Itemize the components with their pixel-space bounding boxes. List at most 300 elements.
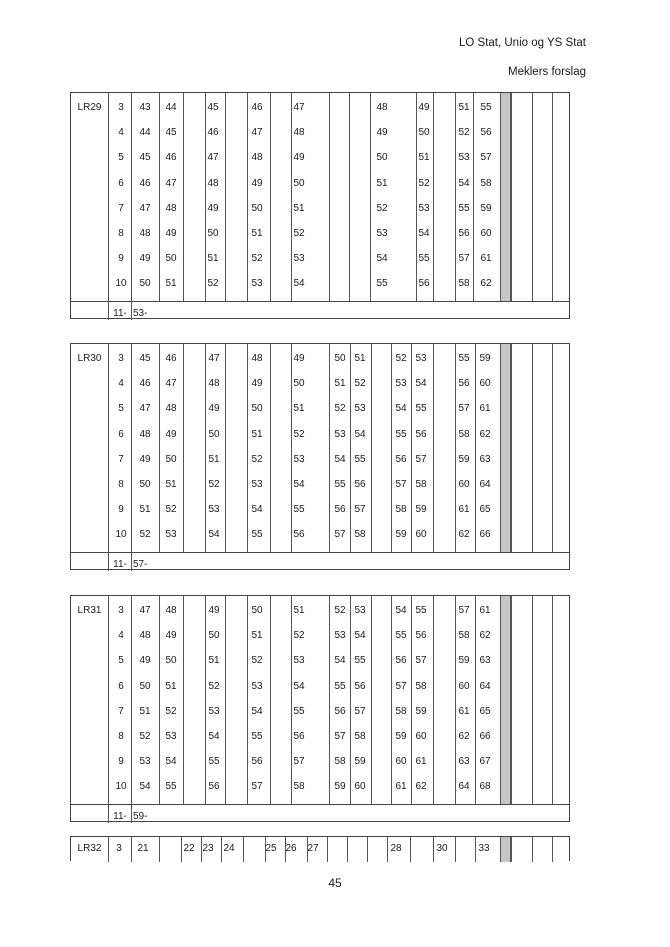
table-cell: 59 [415,504,427,516]
table-cell: 57 [458,605,470,616]
table-cell: 26 [285,843,297,854]
table-cell: 51 [293,605,305,616]
table-cell: 45 [139,152,151,164]
table-cell: 51 [376,177,388,189]
row-divider [71,552,569,553]
table-cell: 58 [458,278,470,290]
table-cell: 59 [334,781,346,793]
table-cell: 3 [118,605,124,616]
table-cell: 50 [376,152,388,164]
table-cell: 52 [165,705,177,717]
table-cell: 54 [354,428,366,440]
table-cell: 55 [293,705,305,717]
table-cell: 65 [479,504,491,516]
grid-line [205,93,206,301]
grid-line [225,344,226,552]
table-cell: 54 [139,781,151,793]
table-cell: 53 [395,378,407,390]
table-cell: 49 [165,428,177,440]
table-cell: 33 [478,843,490,854]
table-cell: 51 [293,403,305,415]
table-cell: 57 [354,504,366,516]
table-cell: 47 [165,378,177,390]
table-cell: 50 [293,378,305,390]
table-cell: 62 [458,529,470,541]
grid-line [433,344,434,552]
table-cell: 48 [207,177,219,189]
grid-line [371,344,372,552]
table-cell: 9 [118,253,124,265]
table-cell: 55 [395,630,407,642]
table-cell: 55 [251,731,263,742]
table-cell: 53 [165,529,177,541]
table-cell: 56 [334,705,346,717]
grid-line [329,344,330,552]
table-cell: 48 [165,403,177,415]
table-cell: 62 [479,428,491,440]
table-cell: 54 [395,605,407,616]
grid-line [411,596,412,804]
grid-line [511,596,512,804]
table-cell: 56 [415,630,427,642]
table-cell: 49 [251,378,263,390]
grid-line [243,837,244,862]
table-cell: 56 [395,453,407,465]
table-cell: 47 [139,202,151,214]
table-cell: 56 [293,731,305,742]
table-cell: 53 [334,428,346,440]
pay-table-lr31 [70,595,570,822]
table-cell: 7 [118,705,124,717]
table-cell: 62 [479,630,491,642]
table-cell: 51 [165,479,177,490]
table-cell: 48 [139,428,151,440]
table-cell: 53 [251,479,263,490]
table-cell: 54 [354,630,366,642]
table-cell: 49 [139,453,151,465]
table-cell: 46 [165,152,177,164]
table-cell: 54 [418,228,430,239]
table-cell: 62 [458,731,470,742]
table-cell: 57 [458,403,470,415]
grid-line [205,344,206,552]
table-cell: 50 [251,605,263,616]
pay-table-lr32 [70,836,570,861]
table-cell: 57 [251,781,263,793]
table-cell: 58 [334,756,346,768]
table-cell: 23 [202,843,214,854]
table-cell: 51 [458,102,470,113]
table-cell: 53 [354,403,366,415]
grid-line [511,344,512,552]
table-cell: 60 [479,378,491,390]
grid-line [455,596,456,804]
table-cell: 50 [208,428,220,440]
table-cell: 49 [208,403,220,415]
table-cell: 48 [251,353,263,364]
table-cell: 54 [165,756,177,768]
grid-line [552,344,553,552]
table-cell: 53 [251,680,263,692]
table-cell: 49 [208,605,220,616]
table-cell: 63 [479,453,491,465]
table-cell: 55 [480,102,492,113]
table-cell: 55 [293,504,305,516]
table-cell: 59 [480,202,492,214]
grid-line [433,93,434,301]
shaded-column [500,596,511,804]
table-cell: 9 [118,756,124,768]
table-cell: 46 [139,378,151,390]
table-cell: 66 [479,731,491,742]
header-line-1: LO Stat, Unio og YS Stat [459,37,586,49]
table-cell: 6 [118,428,124,440]
table-cell: 57 [395,479,407,490]
grid-line [350,344,351,552]
table-cell: 53 [293,655,305,667]
grid-line [410,837,411,862]
grid-line [367,837,368,862]
table-cell: 55 [418,253,430,265]
table-cell: 52 [251,655,263,667]
table-label: LR30 [77,353,102,364]
table-cell: 55 [165,781,177,793]
table-cell: 53 [251,278,263,290]
header-line-2: Meklers forslag [508,66,586,78]
table-cell: 45 [165,127,177,139]
table-cell: 50 [208,630,220,642]
table-cell: 51 [165,680,177,692]
table-cell: 59 [354,756,366,768]
table-cell: 61 [458,504,470,516]
table-cell: 44 [165,102,177,113]
table-cell: 56 [395,655,407,667]
table-cell: 60 [395,756,407,768]
table-cell: 47 [165,177,177,189]
table-cell: 50 [165,253,177,265]
table-cell: 52 [395,353,407,364]
table-cell: 56 [418,278,430,290]
table-cell: 52 [165,504,177,516]
table-cell: 55 [458,353,470,364]
table-cell: 10 [115,781,127,793]
table-cell: 52 [293,428,305,440]
table-cell: 51 [208,655,220,667]
table-cell: 50 [139,680,151,692]
table-cell: 7 [118,202,124,214]
grid-line [247,344,248,552]
table-cell: 52 [334,605,346,616]
table-cell: 57 [415,655,427,667]
table-cell: 56 [354,680,366,692]
grid-line [391,596,392,804]
table-cell: 58 [458,630,470,642]
table-cell: 57 [480,152,492,164]
table-cell: 60 [480,228,492,239]
grid-line [270,93,271,301]
table-cell: 49 [165,228,177,239]
table-cell: 55 [334,680,346,692]
table-cell: 52 [293,630,305,642]
table-cell: 52 [139,529,151,541]
table-cell: 52 [251,453,263,465]
table-cell: 21 [137,843,149,854]
table-cell: 56 [480,127,492,139]
table-cell: 5 [118,655,124,667]
grid-line [455,93,456,301]
table-cell: 3 [118,353,124,364]
table-cell: 58 [354,731,366,742]
table-cell: 53 [418,202,430,214]
table-cell: 25 [265,843,277,854]
table-cell: 57 [293,756,305,768]
table-cell: 45 [207,102,219,113]
table-cell: 52 [458,127,470,139]
table-cell: 54 [334,655,346,667]
table-cell: 9 [118,504,124,516]
table-cell: 57 [334,731,346,742]
table-cell: 48 [293,127,305,139]
table-cell: 60 [458,479,470,490]
grid-line [475,344,476,552]
table-cell: 53 [293,453,305,465]
table-cell: 48 [165,605,177,616]
table-cell: 54 [458,177,470,189]
table-cell: 5 [118,403,124,415]
table-cell: 49 [139,655,151,667]
table-cell: 47 [207,152,219,164]
table-cell: 54 [376,253,388,265]
grid-line [532,93,533,301]
table-cell: 43 [139,102,151,113]
table-cell: 51 [293,202,305,214]
table-cell: 48 [208,378,220,390]
table-cell: 54 [415,378,427,390]
table-cell: 10 [115,529,127,541]
table-cell: 5 [118,152,124,164]
table-cell: 54 [395,403,407,415]
table-cell: 64 [458,781,470,793]
table-cell: 53 [139,756,151,768]
footer-cell: 11- [113,558,127,570]
table-cell: 55 [251,529,263,541]
grid-line [159,93,160,301]
table-cell: 60 [415,529,427,541]
table-cell: 57 [354,705,366,717]
table-cell: 4 [118,378,124,390]
table-cell: 52 [334,403,346,415]
grid-line [347,837,348,862]
table-cell: 62 [480,278,492,290]
grid-line [247,596,248,804]
table-cell: 52 [418,177,430,189]
grid-line [532,596,533,804]
table-cell: 47 [208,353,220,364]
grid-line [159,344,160,552]
table-cell: 55 [208,756,220,768]
grid-line [329,596,330,804]
row-divider [71,301,569,302]
footer-cell: 11- [113,307,127,319]
grid-line [416,93,417,301]
grid-line [270,596,271,804]
table-cell: 59 [479,353,491,364]
table-cell: 51 [251,630,263,642]
table-cell: 53 [208,705,220,717]
table-cell: 64 [479,680,491,692]
table-cell: 3 [116,843,122,854]
table-cell: 51 [354,353,366,364]
table-cell: 51 [418,152,430,164]
table-cell: 59 [395,529,407,541]
table-cell: 6 [118,680,124,692]
footer-cell: 11- [113,810,127,822]
grid-line [270,344,271,552]
table-cell: 53 [354,605,366,616]
shaded-column [500,837,511,862]
table-cell: 55 [395,428,407,440]
footer-cell: 53- [133,307,148,319]
grid-line [247,93,248,301]
table-cell: 50 [139,278,151,290]
grid-line [371,596,372,804]
table-cell: 50 [334,353,346,364]
grid-line [370,93,371,301]
table-cell: 51 [165,278,177,290]
footer-cell: 59- [133,810,148,822]
table-cell: 60 [415,731,427,742]
row-divider [71,804,569,805]
table-cell: 49 [165,630,177,642]
table-cell: 52 [207,278,219,290]
table-cell: 4 [118,630,124,642]
table-cell: 52 [354,378,366,390]
table-cell: 58 [458,428,470,440]
table-cell: 49 [376,127,388,139]
table-cell: 58 [480,177,492,189]
table-cell: 46 [139,177,151,189]
table-cell: 46 [165,353,177,364]
table-cell: 56 [415,428,427,440]
table-cell: 6 [118,177,124,189]
table-cell: 51 [207,253,219,265]
table-cell: 51 [139,705,151,717]
table-cell: 53 [165,731,177,742]
table-cell: 56 [458,378,470,390]
table-cell: 3 [118,102,124,113]
table-cell: 55 [458,202,470,214]
table-cell: 53 [415,353,427,364]
table-cell: 54 [251,504,263,516]
table-cell: 61 [458,705,470,717]
grid-line [225,596,226,804]
grid-line [225,93,226,301]
grid-line [411,344,412,552]
table-cell: 51 [139,504,151,516]
table-cell: 51 [251,428,263,440]
table-cell: 49 [139,253,151,265]
grid-line [552,596,553,804]
table-cell: 50 [165,453,177,465]
page-number: 45 [328,876,342,890]
table-cell: 57 [458,253,470,265]
table-cell: 61 [395,781,407,793]
table-cell: 58 [395,705,407,717]
grid-line [391,344,392,552]
grid-line [183,344,184,552]
table-cell: 52 [208,479,220,490]
table-cell: 28 [390,843,402,854]
table-cell: 56 [458,228,470,239]
table-cell: 65 [479,705,491,717]
table-cell: 53 [334,630,346,642]
shaded-column [500,344,511,552]
table-label: LR32 [77,843,102,854]
table-cell: 56 [293,529,305,541]
table-cell: 59 [395,731,407,742]
table-cell: 56 [354,479,366,490]
table-cell: 58 [415,479,427,490]
table-cell: 49 [418,102,430,113]
table-cell: 10 [115,278,127,290]
table-cell: 4 [118,127,124,139]
table-label: LR29 [77,102,102,113]
footer-cell: 57- [133,558,148,570]
table-cell: 58 [415,680,427,692]
table-cell: 60 [354,781,366,793]
table-cell: 53 [208,504,220,516]
table-cell: 56 [334,504,346,516]
grid-line [475,596,476,804]
grid-line [291,93,292,301]
table-cell: 48 [251,152,263,164]
table-cell: 53 [376,228,388,239]
table-cell: 27 [307,843,319,854]
table-cell: 47 [139,605,151,616]
table-cell: 55 [415,605,427,616]
table-cell: 58 [395,504,407,516]
table-cell: 46 [207,127,219,139]
table-cell: 52 [293,228,305,239]
table-cell: 50 [251,202,263,214]
table-cell: 61 [479,605,491,616]
table-cell: 61 [415,756,427,768]
table-cell: 56 [251,756,263,768]
table-cell: 45 [139,353,151,364]
table-cell: 47 [251,127,263,139]
grid-line [327,837,328,862]
grid-line [473,93,474,301]
table-cell: 50 [207,228,219,239]
table-cell: 67 [479,756,491,768]
table-cell: 55 [376,278,388,290]
table-cell: 48 [139,630,151,642]
table-cell: 54 [208,529,220,541]
table-cell: 52 [208,680,220,692]
grid-line [291,344,292,552]
table-cell: 52 [376,202,388,214]
table-cell: 7 [118,453,124,465]
grid-line [552,93,553,301]
table-cell: 49 [293,353,305,364]
grid-line [511,93,512,301]
table-cell: 55 [354,655,366,667]
grid-line [350,596,351,804]
table-cell: 50 [139,479,151,490]
table-cell: 68 [479,781,491,793]
table-cell: 8 [118,479,124,490]
table-cell: 59 [458,453,470,465]
